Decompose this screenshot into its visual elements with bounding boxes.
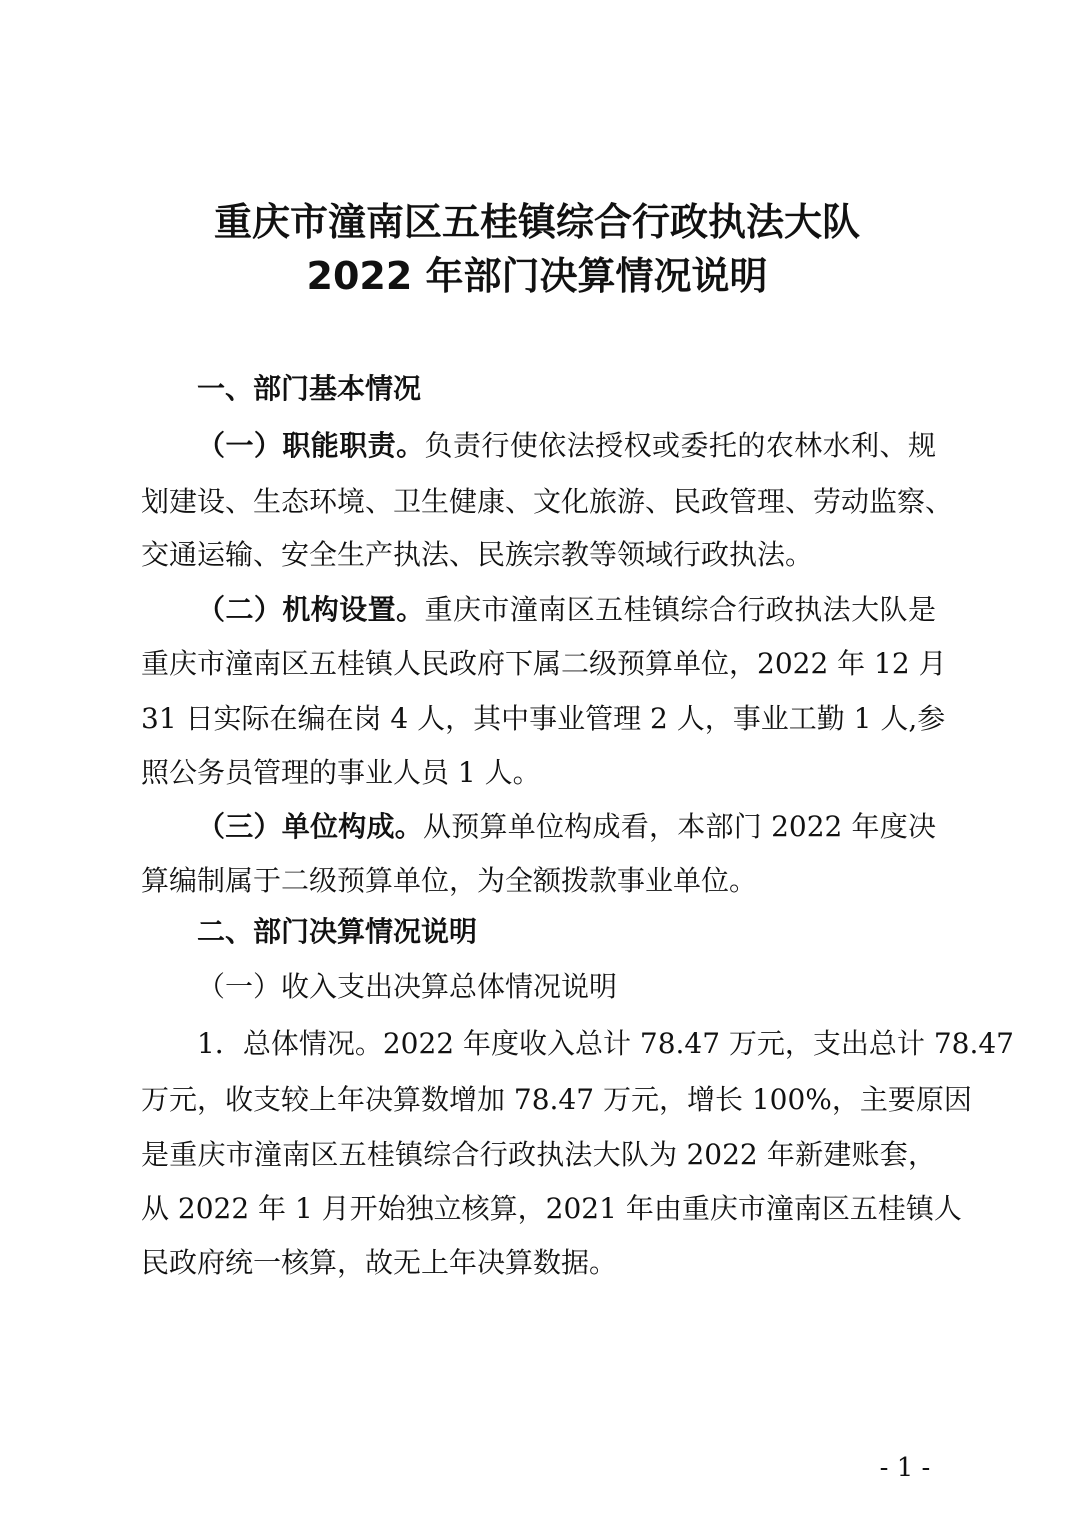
section1-p1-lead: （一）职能职责。 [197,429,425,462]
document-title-line2: 2022 年部门决算情况说明 [306,254,768,298]
section1-p3-line2: 算编制属于二级预算单位，为全额拨款事业单位。 [141,864,758,897]
section2-p1-line3: 是重庆市潼南区五桂镇综合行政执法大队为 2022 年新建账套， [141,1138,936,1171]
section2-p1-line4: 从 2022 年 1 月开始独立核算，2021 年由重庆市潼南区五桂镇人 [141,1192,962,1225]
section1-p2-line4: 照公务员管理的事业人员 1 人。 [141,756,541,789]
section1-p3-line1 [197,809,936,845]
section1-p1-line2: 划建设、生态环境、卫生健康、文化旅游、民政管理、劳动监察、 [141,485,954,518]
section1-p2-line3: 31 日实际在编在岗 4 人，其中事业管理 2 人，事业工勤 1 人,参 [141,702,946,735]
section2-heading: 二、部门决算情况说明 [197,915,478,948]
section1-p2-lead: （二）机构设置。 [197,593,425,626]
section1-p2-text1: 重庆市潼南区五桂镇综合行政执法大队是 [424,593,936,626]
section1-p2-line2: 重庆市潼南区五桂镇人民政府下属二级预算单位，2022 年 12 月 [141,647,947,680]
section2-p1-line2: 万元，收支较上年决算数增加 78.47 万元，增长 100%，主要原因 [141,1083,972,1116]
section2-p1-line5: 民政府统一核算，故无上年决算数据。 [141,1246,618,1279]
section1-p2-line1 [197,592,936,628]
section1-p1-line3: 交通运输、安全生产执法、民族宗教等领域行政执法。 [141,538,814,571]
section1-p1-text1: 负责行使依法授权或委托的农林水利、规 [424,429,936,462]
section2-subheading: （一）收入支出决算总体情况说明 [197,970,618,1003]
section1-heading: 一、部门基本情况 [197,372,422,405]
page-number: - 1 - [879,1453,931,1483]
document-title-line1: 重庆市潼南区五桂镇综合行政执法大队 [213,200,860,244]
section2-p1-line1: 1．总体情况。2022 年度收入总计 78.47 万元，支出总计 78.47 [197,1027,1014,1060]
section1-p3-lead: （三）单位构成。 [197,810,423,843]
section1-p1-line1 [197,428,936,464]
section1-p3-text1: 从预算单位构成看，本部门 2022 年度决 [422,810,936,843]
